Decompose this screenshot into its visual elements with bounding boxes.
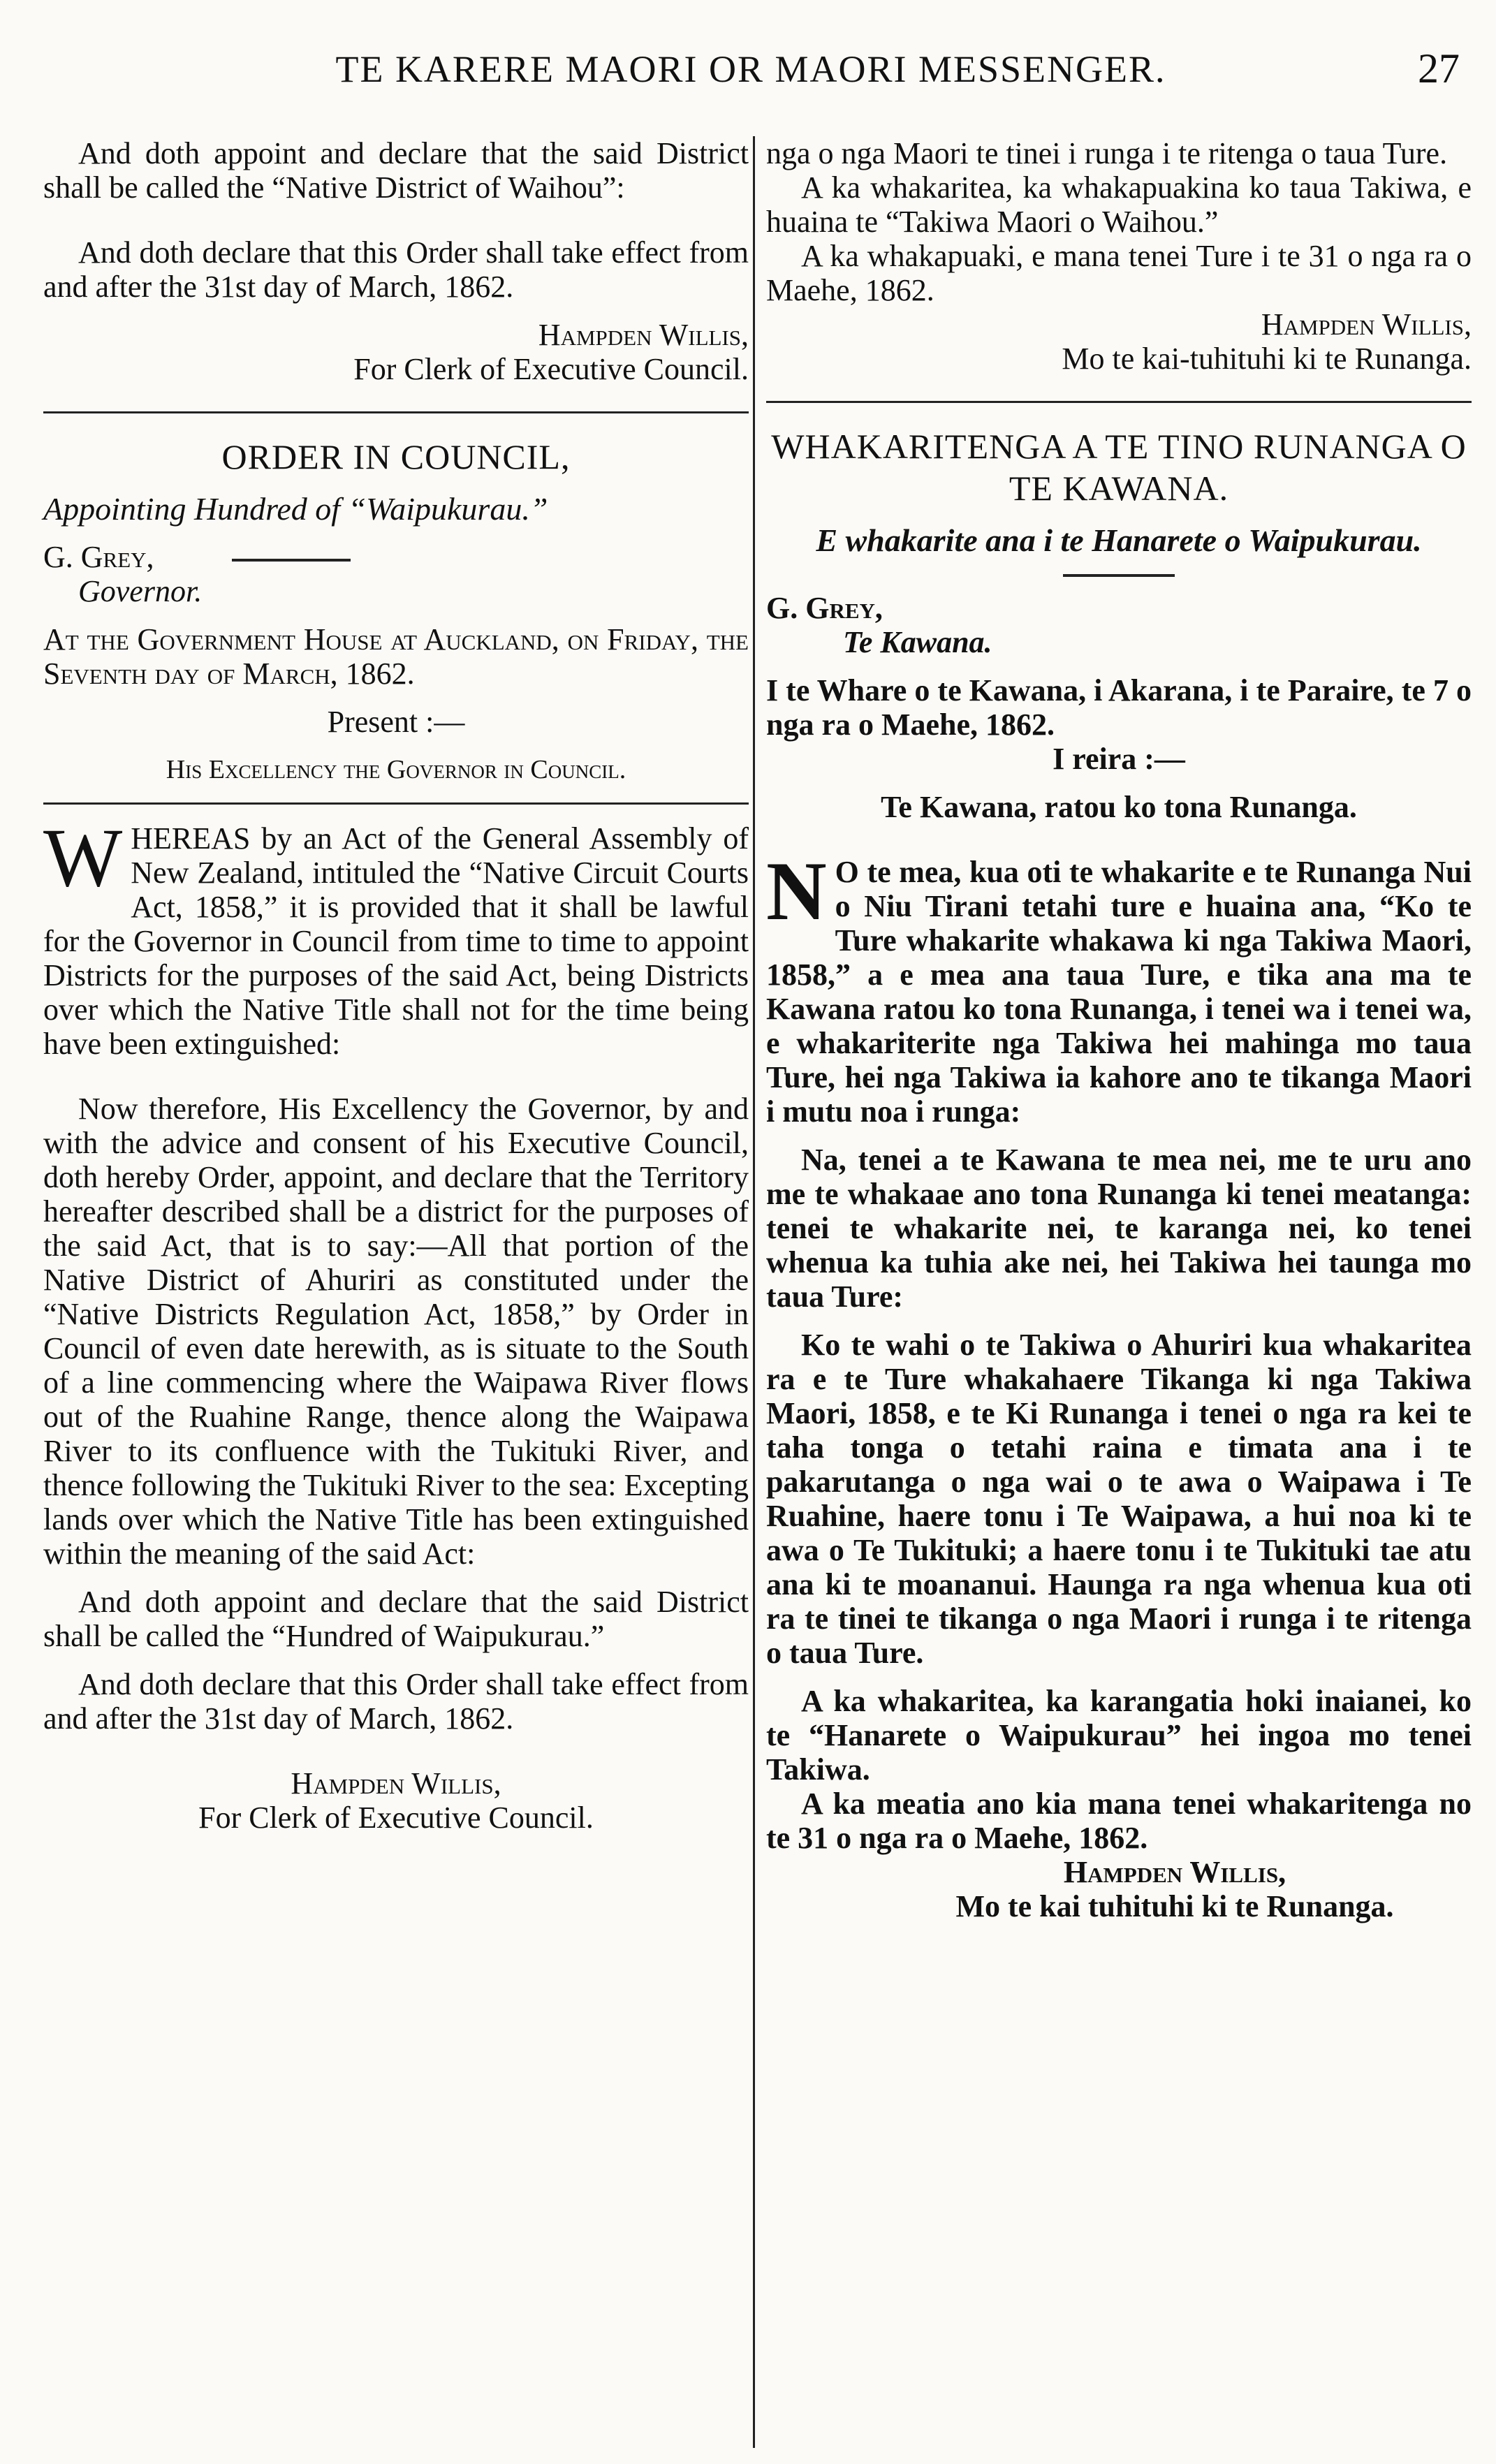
governor-title: Te Kawana. [843,625,992,659]
signature-name: Hampden Willis, [1063,1855,1286,1889]
signature-title: Mo te kai-tuhituhi ki te Runanga. [1062,342,1472,376]
ireira-label: I reira :— [1053,742,1185,776]
signature-block [43,1766,749,1835]
signature-name: Hampden Willis, [538,318,749,352]
section-heading: WHAKARITENGA A TE TINO RUNANGA O TE KAWANA. [771,427,1467,508]
paragraph: And doth declare that this Order shall take effect from and after the 31st day of March, 1862. [43,235,749,304]
paragraph: A ka whakaritea, ka whakapuakina ko taua Takiwa, e huaina te “Takiwa Maori o Waihou.” [766,170,1472,239]
drop-cap: N [766,844,827,937]
signature-title: For Clerk of Executive Council. [353,352,749,386]
place-date: I te Whare o te Kawana, i Akarana, i te Paraire, te 7 o nga ra o Maehe, 1862. [766,673,1472,742]
signature-block [43,318,749,386]
english-column [43,136,749,1835]
maori-column [766,136,1472,1923]
paragraph: Na, tenei a te Kawana te mea nei, me te uru ano me te whakaae ano tona Runanga ki tenei meatanga: tenei te whakarite nei, te karanga nei, ko tenei whenua ka tuhia ake nei, hei Takiwa hei taunga mo taua Ture: [766,1143,1472,1314]
section-rule [43,411,749,413]
no-paragraph [766,844,1472,1129]
section-rule [43,802,749,805]
paragraph: A ka whakapuaki, e mana tenei Ture i te 31 o nga ra o Maehe, 1862. [766,239,1472,307]
short-rule [232,559,351,562]
drop-cap: W [43,811,123,904]
kawana-line: Te Kawana, ratou ko tona Runanga. [881,790,1357,824]
governor-name: G. Grey, [766,591,883,625]
signature-block [766,307,1472,376]
section-subheading: Appointing Hundred of “Waipukurau.” [43,491,548,527]
signature-block [766,1855,1472,1923]
governor-name: G. Grey, [43,540,154,574]
page-number: 27 [1418,45,1460,91]
place-date: At the Government House at Auckland, on Friday, the Seventh day of March, 1862. [43,622,749,691]
section-rule [766,401,1472,403]
signature-title: Mo te kai tuhituhi ki te Runanga. [955,1889,1394,1923]
whereas-paragraph [43,811,749,1061]
paragraph: And doth declare that this Order shall take effect from and after the 31st day of March, 1862. [43,1667,749,1736]
newspaper-title: TE KARERE MAORI OR MAORI MESSENGER. [335,48,1166,90]
no-text: O te mea, kua oti te whakarite e te Runanga Nui o Niu Tirani tetahi ture e huaina ana, “Ko te Ture whakarite whakawa ki nga Takiwa Maori, 1858,” a e mea ana taua Ture, e tika ana ma te Kawana ratou ko tona Runanga, i tenei wa i tenei wa, e whakariterite nga Takiwa hei mahinga mo taua Ture, hei nga Takiwa ia kahore ano te tikanga Maori i mutu noa i runga: [766,855,1472,1129]
paragraph: A ka meatia ano kia mana tenei whakaritenga no te 31 o nga ra o Maehe, 1862. [766,1787,1472,1855]
section-heading: ORDER IN COUNCIL, [221,437,571,476]
present-label: Present :— [327,705,465,739]
governor-line [43,540,749,574]
paragraph: nga o nga Maori te tinei i runga i te ritenga o taua Ture. [766,136,1448,170]
signature-name: Hampden Willis, [1261,307,1472,342]
paragraph: And doth appoint and declare that the said District shall be called the “Hundred of Waipukurau.” [43,1585,749,1653]
whereas-text: HEREAS by an Act of the General Assembly of New Zealand, intituled the “Native Circuit Courts Act, 1858,” it is provided that it shall be lawful for the Governor in Council from time to time to appoint Districts for the purposes of the said Act, being Districts over which the Native Title shall not for the time being have been extinguished: [43,821,749,1061]
paragraph: A ka whakaritea, ka karangatia hoki inaianei, ko te “Hanarete o Waipukurau” hei ingoa mo tenei Takiwa. [766,1684,1472,1787]
short-rule [1063,574,1175,577]
paragraph: Now therefore, His Excellency the Governor, by and with the advice and consent of his Executive Council, doth hereby Order, appoint, and declare that the Territory hereafter described shall be a district for the purposes of the said Act, that is to say:—All that portion of the Native District of Ahuriri as constituted under the “Native Districts Regulation Act, 1858,” by Order in Council of even date herewith, as is situate to the South of a line commencing where the Waipawa River flows out of the Ruahine Range, thence along the Waipawa River to its confluence with the Tukituki River, and thence following the Tukituki River to the sea: Excepting lands over which the Native Title has been extinguished within the meaning of the said Act: [43,1092,749,1571]
column-divider [753,136,755,2448]
paragraph: And doth appoint and declare that the said District shall be called the “Native District of Waihou”: [43,136,749,205]
signature-name: Hampden Willis, [291,1766,501,1801]
section-subheading: E whakarite ana i te Hanarete o Waipukurau. [816,522,1422,558]
excellency-line: His Excellency the Governor in Council. [166,755,626,784]
paragraph: Ko te wahi o te Takiwa o Ahuriri kua whakaritea ra e te Ture whakahaere Tikanga ki nga Takiwa Maori, 1858, e te Ki Runanga i tenei o nga ra kei te taha tonga o tetahi raina e timata ana i te pakarutanga o nga wai o te awa o Waipawa i Te Ruahine, haere tonu i Te Waipawa, a hui noa ki te awa o Te Tukituki; a haere tonu i te Tukituki tae atu ana ki te moananui. Haunga ra nga whenua kua oti ra te tinei te tikanga o nga Maori i runga i te ritenga o taua Ture. [766,1328,1472,1670]
governor-title: Governor. [78,574,203,608]
page-header [42,42,1460,112]
signature-title: For Clerk of Executive Council. [198,1801,594,1835]
